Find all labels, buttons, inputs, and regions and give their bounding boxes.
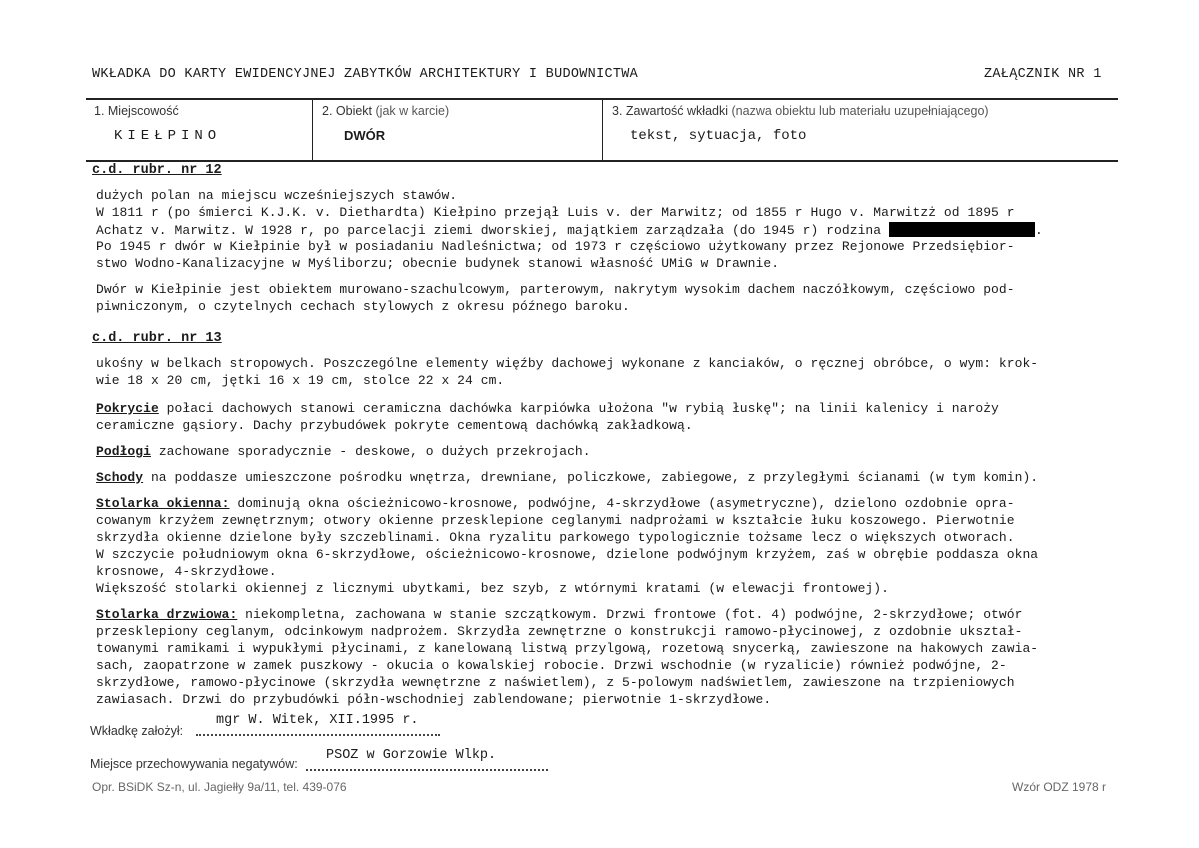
- podlogi-label: Podłogi: [96, 444, 151, 459]
- okienna-line-3: skrzydła okienne dzielone były szczeblinami. Okna ryzalitu parkowego typologicznie tożsame lecz o większych otworach.: [96, 530, 1015, 545]
- author-value: mgr W. Witek, XII.1995 r.: [216, 713, 419, 728]
- okienna-line-6: Większość stolarki okiennej z licznymi ubytkami, bez szyb, z wtórnymi kratami (w elewacji frontowej).: [96, 581, 889, 596]
- schody-text: na poddasze umieszczone pośrodku wnętrza, drewniane, policzkowe, zabiegowe, z przyległymi ścianami (w tym komin).: [143, 470, 1039, 485]
- drzwiowa-line-3: towanymi ramikami i wypukłymi płycinami, z kanelowaną listwą przylgową, rozetową snycerką, zawieszone na hakowych zawia-: [96, 641, 1039, 656]
- field-locality-value: KIEŁPINO: [114, 128, 222, 144]
- drzwiowa-line-2: przesklepiony ceglanym, odcinkowym nadprożem. Skrzydła zewnętrzne o konstrukcji ramowo-płycinowej, z ozdobnie ukształ-: [96, 624, 1023, 639]
- s12-line-3: Achatz v. Marwitz. W 1928 r, po parcelacji ziemi dworskiej, majątkiem zarządzała (do 1945 r) rodzina .: [96, 223, 1043, 238]
- pokrycie-label: Pokrycie: [96, 401, 159, 416]
- field-object-label: [322, 104, 449, 118]
- field-object-label-main: 2. Obiekt: [322, 104, 373, 118]
- field-contents-label: [612, 104, 989, 118]
- okienna-text-1: dominują okna ościeżnicowo-krosnowe, podwójne, 4-skrzydłowe (asymetryczne), dzielono ozdobnie opra-: [229, 496, 1015, 511]
- author-label: Wkładkę założył:: [90, 724, 184, 738]
- storage-dotted-line: [306, 769, 548, 771]
- drzwiowa-line-6: zawiasach. Drzwi do przybudówki półn-wschodniej zablendowane; pierwotnie 1-skrzydłowe.: [96, 692, 772, 707]
- storage-value: PSOZ w Gorzowie Wlkp.: [326, 748, 497, 763]
- s12-line-5: stwo Wodno-Kanalizacyjne w Myśliborzu; obecnie budynek stanowi własność UMiG w Drawnie.: [96, 256, 780, 271]
- okienna-line-2: cowanym krzyżem zewnętrznym; otwory okienne przesklepione ceglanymi nadprożami w kształcie łuku koszowego. Pierwotnie: [96, 513, 1015, 528]
- footer-publisher: Opr. BSiDK Sz-n, ul. Jagiełły 9a/11, tel. 439-076: [92, 780, 347, 794]
- okienna-line-5: krosnowe, 4-skrzydłowe.: [96, 564, 277, 579]
- okienna-label: Stolarka okienna:: [96, 496, 230, 511]
- schody-label: Schody: [96, 470, 144, 485]
- section12-heading: c.d. rubr. nr 12: [92, 163, 222, 178]
- drzwiowa-line-4: sach, zaopatrzone w zamek puszkowy - okucia o kowalskiej robocie. Drzwi wschodnie (w ryzalicie) również podwójne, 2-: [96, 658, 1007, 673]
- redaction-box: [889, 222, 1035, 237]
- header-fields: [86, 98, 1118, 162]
- drzwiowa-line-5: skrzydłowe, ramowo-płycinowe (skrzydła wewnętrzne z naświetlem), z 5-polowym nadświetlem, zawieszone na trzpieniowych: [96, 675, 1015, 690]
- field-contents-label-main: 3. Zawartość wkładki: [612, 104, 729, 118]
- pokrycie-line-1: [96, 401, 999, 416]
- okienna-line-1: [96, 496, 1015, 511]
- drzwiowa-text-1: niekompletna, zachowana w stanie szczątkowym. Drzwi frontowe (fot. 4) podwójne, 2-skrzydłowe; otwór: [237, 607, 1023, 622]
- schody-line: [96, 470, 1038, 485]
- footer-template: Wzór ODZ 1978 r: [1012, 780, 1107, 794]
- s12-line-3-text: Achatz v. Marwitz. W 1928 r, po parcelacji ziemi dworskiej, majątkiem zarządzała (do 1945 r) rodzina: [96, 223, 882, 238]
- field-object-label-sub: (jak w karcie): [375, 104, 450, 118]
- field-contents-label-sub: (nazwa obiektu lub materiału uzupełniającego): [731, 104, 989, 118]
- field-contents-value: tekst, sytuacja, foto: [630, 128, 807, 144]
- podlogi-text: zachowane sporadycznie - deskowe, o dużych przekrojach.: [150, 444, 591, 459]
- field-locality: [86, 100, 313, 160]
- pokrycie-line-2: ceramiczne gąsiory. Dachy przybudówek pokryte cementową dachówką zakładkową.: [96, 418, 693, 433]
- s12-line-1: dużych polan na miejscu wcześniejszych stawów.: [96, 188, 458, 203]
- field-object-value: DWÓR: [344, 128, 386, 143]
- podlogi-line: [96, 444, 591, 459]
- s12-line-4: Po 1945 r dwór w Kiełpinie był w posiadaniu Nadleśnictwa; od 1973 r częściowo użytkowany przez Rejonowe Przedsiębior-: [96, 239, 1015, 254]
- s13-intro-2: wie 18 x 20 cm, jętki 16 x 19 cm, stolce 22 x 24 cm.: [96, 373, 505, 388]
- field-contents: [604, 100, 1118, 160]
- s12-line-2: W 1811 r (po śmierci K.J.K. v. Diethardta) Kiełpino przejął Luis v. der Marwitz; od 1855 r Hugo v. Marwitzż od 1895 r: [96, 205, 1015, 220]
- storage-label: Miejsce przechowywania negatywów:: [90, 757, 298, 771]
- s12-line-6: Dwór w Kiełpinie jest obiektem murowano-szachulcowym, parterowym, nakrytym wysokim dachem naczółkowym, częściowo pod-: [96, 282, 1015, 297]
- drzwiowa-line-1: [96, 607, 1022, 622]
- s12-line-7: piwniczonym, o czytelnych cechach stylowych z okresu późnego baroku.: [96, 299, 630, 314]
- form-title: WKŁADKA DO KARTY EWIDENCYJNEJ ZABYTKÓW ARCHITEKTURY I BUDOWNICTWA: [92, 67, 639, 82]
- attachment-number: ZAŁĄCZNIK NR 1: [984, 67, 1102, 82]
- pokrycie-text-1: połaci dachowych stanowi ceramiczna dachówka karpiówka ułożona "w rybią łuskę"; na linii kalenicy i naroży: [158, 401, 999, 416]
- s13-intro-1: ukośny w belkach stropowych. Poszczególne elementy więźby dachowej wykonane z kanciaków, o ręcznej obróbce, o wym: krok-: [96, 356, 1039, 371]
- field-object: [314, 100, 603, 160]
- okienna-line-4: W szczycie południowym okna 6-skrzydłowe, ościeżnicowo-krosnowe, dzielone podwójnym krzyżem, zaś w obrębie poddasza okna: [96, 547, 1039, 562]
- drzwiowa-label: Stolarka drzwiowa:: [96, 607, 238, 622]
- field-locality-label: 1. Miejscowość: [94, 104, 179, 118]
- section13-heading: c.d. rubr. nr 13: [92, 331, 222, 346]
- author-dotted-line: [196, 734, 440, 736]
